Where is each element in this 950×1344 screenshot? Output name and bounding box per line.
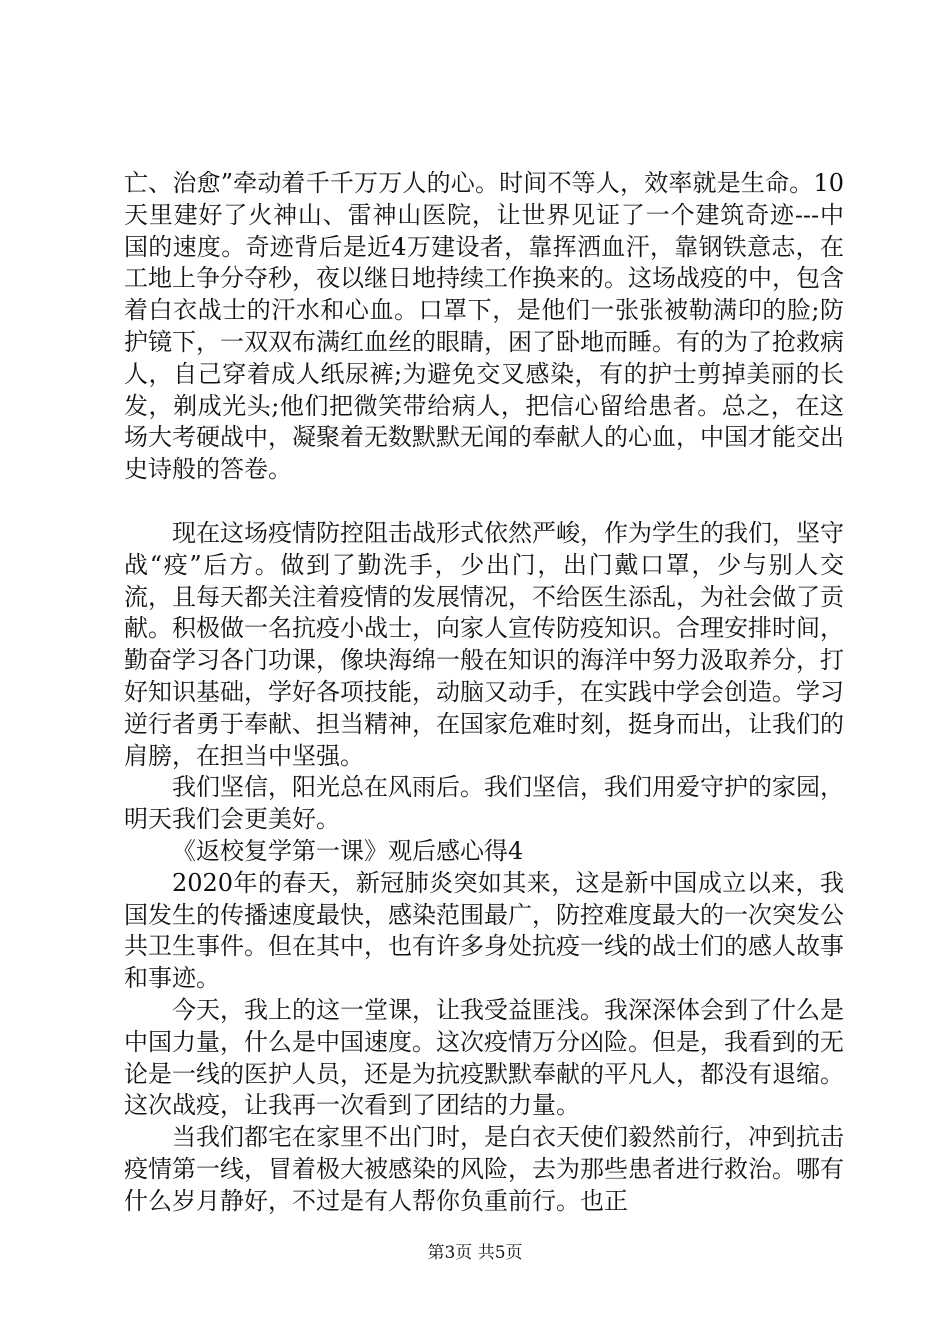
paragraph-2: 现在这场疫情防控阻击战形式依然严峻，作为学生的我们，坚守战“疫”后方。做到了勤洗手，少出门，出门戴口罩，少与别人交流，且每天都关注着疫情的发展情况，不给医生添乱，为社会做了贡献。积极做一名抗疫小战士，向家人宣传防疫知识。合理安排时间，勤奋学习各门功课，像块海绵一般在知识的海洋中努力汲取养分，打好知识基础，学好各项技能，动脑又动手，在实践中学会创造。学习逆行者勇于奉献、担当精神，在国家危难时刻，挺身而出，让我们的肩膀，在担当中坚强。 (124, 518, 844, 770)
paragraph-1: 亡、治愈”牵动着千千万万人的心。时间不等人，效率就是生命。10天里建好了火神山、雷神山医院，让世界见证了一个建筑奇迹---中国的速度。奇迹背后是近4万建设者，靠挥洒血汗，靠钢铁意志，在工地上争分夺秒，夜以继日地持续工作换来的。这场战疫的中，包含着白衣战士的汗水和心血。口罩下，是他们一张张被勒满印的脸;防护镜下，一双双布满红血丝的眼睛，困了卧地而睡。有的为了抢救病人，自己穿着成人纸尿裤;为避免交叉感染，有的护士剪掉美丽的长发，剃成光头;他们把微笑带给病人，把信心留给患者。总之，在这场大考硬战中，凝聚着无数默默无闻的奉献人的心血，中国才能交出史诗般的答卷。 (124, 169, 844, 484)
paragraph-spacer (124, 486, 844, 518)
paragraph-4: 2020年的春天，新冠肺炎突如其来，这是新中国成立以来，我国发生的传播速度最快，感染范围最广，防控难度最大的一次突发公共卫生事件。但在其中，也有许多身处抗疫一线的战士们的感人故事和事迹。 (124, 868, 844, 993)
document-body (124, 168, 844, 1218)
paragraph-3: 我们坚信，阳光总在风雨后。我们坚信，我们用爱守护的家园，明天我们会更美好。 (124, 773, 844, 834)
page-number-footer: 第3页 共5页 (427, 1243, 523, 1263)
paragraph-6: 当我们都宅在家里不出门时，是白衣天使们毅然前行，冲到抗击疫情第一线，冒着极大被感染的风险，去为那些患者进行救治。哪有什么岁月静好，不过是有人帮你负重前行。也正 (124, 1123, 844, 1215)
paragraph-5: 今天，我上的这一堂课，让我受益匪浅。我深深体会到了什么是中国力量，什么是中国速度。这次疫情万分凶险。但是，我看到的无论是一线的医护人员，还是为抗疫默默奉献的平凡人，都没有退缩。这次战疫，让我再一次看到了团结的力量。 (124, 995, 844, 1120)
section-heading: 《返校复学第一课》观后感心得4 (172, 836, 524, 865)
